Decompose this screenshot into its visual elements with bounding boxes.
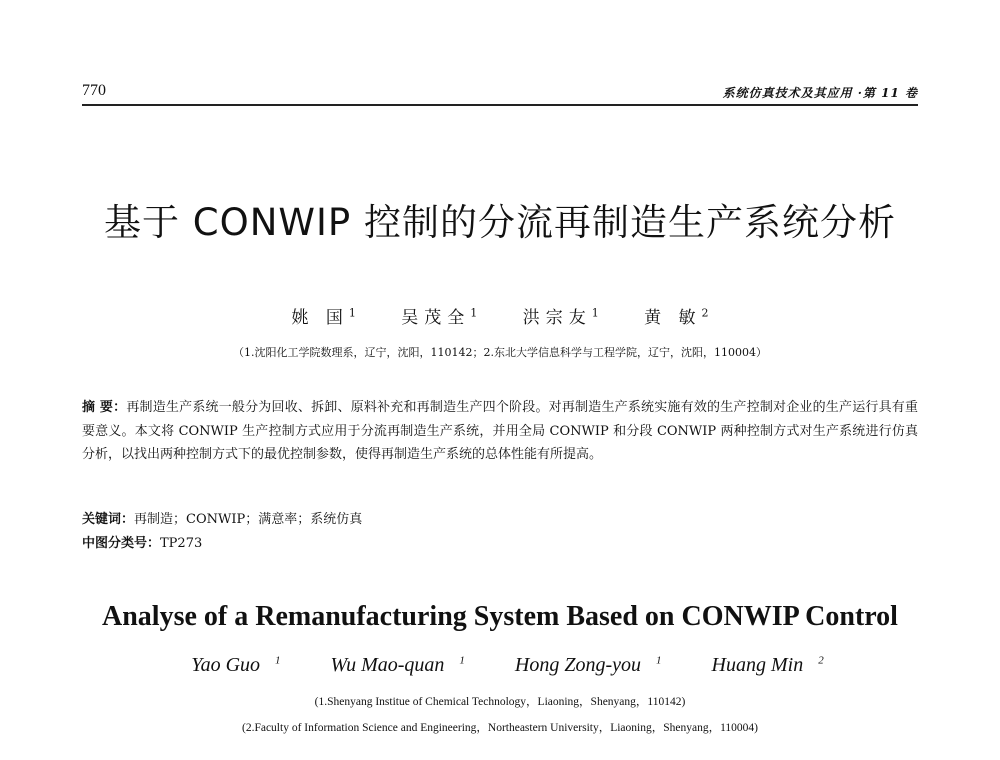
abstract-label: 摘 要：: [82, 400, 127, 415]
english-affiliation-2: (2.Faculty of Information Science and Engineering，Northeastern University，Liaoning，Shenyang，110004): [242, 722, 758, 734]
chinese-title: 基于 CONWIP 控制的分流再制造生产系统分析: [104, 201, 896, 244]
chinese-authors: [0, 303, 1000, 328]
english-affiliation-1: (1.Shenyang Institue of Chemical Technology，Liaoning，Shenyang，110142): [314, 696, 686, 708]
author-cn: 洪宗友$^1$: [522, 306, 599, 328]
chinese-affiliation: （1.沈阳化工学院数理系，辽宁，沈阳，110142；2.东北大学信息科学与工程学院，辽宁，沈阳，110004）: [233, 346, 767, 359]
english-title: Analyse of a Remanufacturing System Based on CONWIP Control: [102, 601, 898, 632]
author-en: Hong Zong-you $^1$: [514, 654, 662, 676]
abstract-text: 再制造生产系统一般分为回收、拆卸、原料补充和再制造生产四个阶段。对再制造生产系统实施有效的生产控制对企业的生产运行具有重要意义。本文将 CONWIP 生产控制方式应用于分流再制造生产系统，并用全局 CONWIP 和分段 CONWIP 两种控制方式对生产系统进行仿真分析，以找出两种控制方式下的最优控制参数，使得再制造生产系统的总体性能有所提高。: [82, 400, 918, 462]
keywords: [82, 508, 918, 527]
author-cn: 姚 国$^1$: [291, 306, 356, 328]
keywords-label: 关键词：: [82, 512, 135, 527]
author-cn: 吴茂全$^1$: [401, 306, 478, 328]
english-authors: [0, 654, 1000, 677]
author-en: Huang Min $^2$: [711, 654, 824, 676]
clc-text: TP273: [160, 536, 203, 551]
page-number: 770: [82, 82, 106, 99]
classification-number: [82, 532, 918, 551]
author-en: Wu Mao-quan $^1$: [330, 654, 465, 676]
page-header: [82, 82, 918, 106]
author-en: Yao Guo $^1$: [191, 654, 281, 676]
clc-label: 中图分类号：: [82, 536, 161, 551]
author-cn: 黄 敏$^2$: [644, 306, 709, 328]
abstract: [82, 396, 918, 467]
keywords-text: 再制造；CONWIP；满意率；系统仿真: [134, 512, 363, 527]
journal-name: 系统仿真技术及其应用 ·第 11 卷: [722, 86, 918, 100]
